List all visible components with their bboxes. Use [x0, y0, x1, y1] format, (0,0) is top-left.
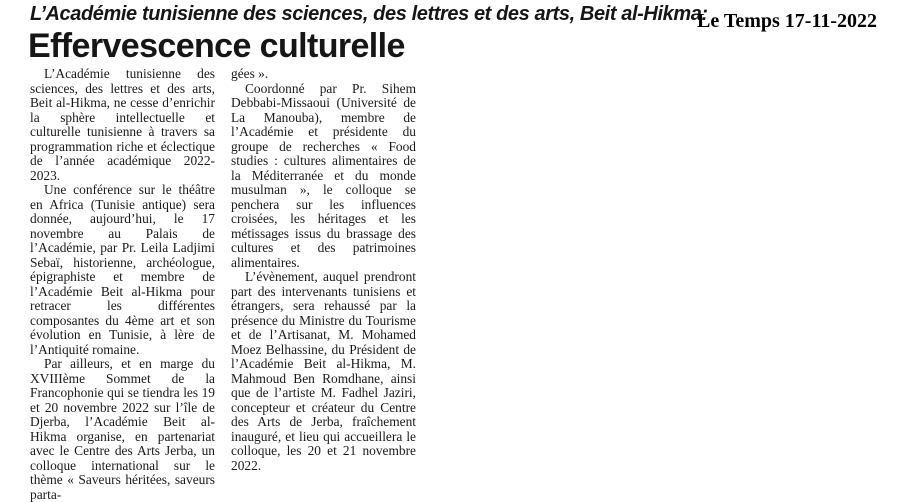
paragraph: L’Académie tunisienne des sciences, des lettres et des arts, Beit al-Hikma, ne cesse d’enrichir la sphère intellectuelle et culturelle tunisienne à travers sa programmation riche et éclectique de l’année académique 2022-2023.: [30, 66, 215, 183]
paragraph-continuation: gées ».: [231, 66, 269, 81]
column-2: [231, 67, 416, 473]
article-headline: Effervescence culturelle: [28, 27, 405, 65]
article-kicker: L’Académie tunisienne des sciences, des lettres et des arts, Beit al-Hikma:: [30, 3, 708, 25]
paragraph: Coordonné par Pr. Sihem Debbabi-Missaoui (Université de La Manouba), membre de l’Académie et présidente du groupe de recherches « Food studies : cultures alimentaires de la Méditerranée et du monde musulman », le colloque se penchera sur les influences croisées, les héritages et les métissages issus du brassage des cultures et des patrimoines alimentaires.: [231, 80, 416, 270]
source-date: Le Temps 17-11-2022: [697, 10, 878, 32]
paragraph: Une conférence sur le théâtre en Africa (Tunisie antique) sera donnée, aujourd’hui, le 17 novembre au Palais de l’Académie, par Pr. Leila Ladjimi Sebaï, historienne, archéologue, épigraphiste et membre de l’Académie Beit al-Hikma pour retracer les différentes composantes du 4ème art et son évolution en Tunisie, à lère de l’Antiquité romaine.: [30, 182, 215, 357]
paragraph: L’évènement, auquel prendront part des intervenants tunisiens et étrangers, sera rehaussé par la présence du Ministre du Tourisme et de l’Artisanat, M. Mohamed Moez Belhassine, du Président de l’Académie Beit al-Hikma, M. Mahmoud Ben Romdhane, ainsi que de l’artiste M. Fadhel Jaziri, concepteur et créateur du Centre des Arts de Jerba, fraîchement inauguré, et lieu qui accueillera le colloque, les 20 et 21 novembre 2022.: [231, 269, 416, 473]
column-1: [30, 67, 215, 502]
paragraph: Par ailleurs, et en marge du XVIIIème Sommet de la Francophonie qui se tiendra les 19 et 20 novembre 2022 sur l’île de Djerba, l’Académie Beit al-Hikma organise, en partenariat avec le Centre des Arts Jerba, un colloque international sur le thème « Saveurs héritées, saveurs parta-: [30, 356, 215, 502]
